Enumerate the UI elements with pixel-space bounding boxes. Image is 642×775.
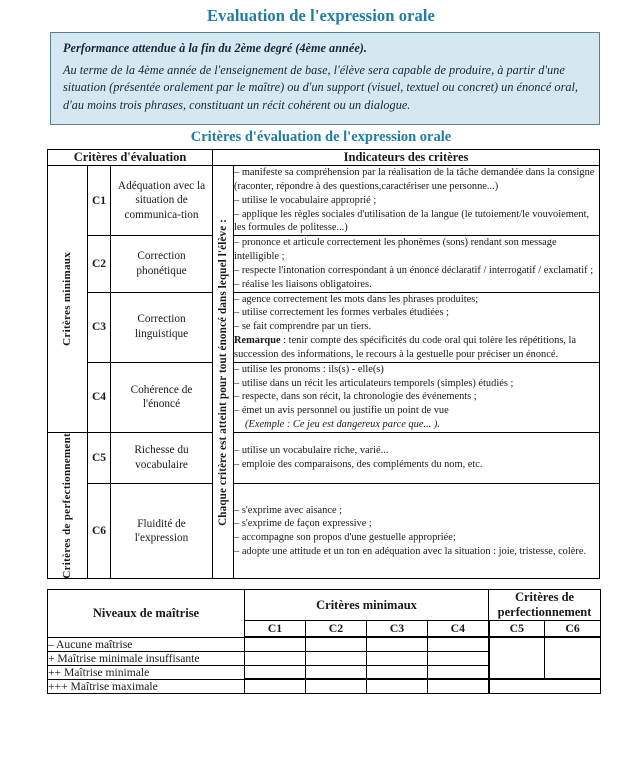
- indicator-item: – accompagne son propos d'une gestuelle appropriée;: [234, 532, 456, 544]
- level-label-minimale: ++ Maîtrise minimale: [48, 665, 245, 679]
- indicator-item: – manifeste sa compréhension par la réalisation de la tâche demandée dans la consigne (raconter, répondre à des questions,caractériser une personne...): [234, 167, 595, 192]
- criterion-name-c2: Correction phonétique: [111, 236, 213, 292]
- table-row: [48, 166, 600, 236]
- level-cell[interactable]: [306, 637, 367, 651]
- indicator-item: – respecte, dans son récit, la chronologie des événements ;: [234, 391, 477, 403]
- levels-group-minimaux: Critères minimaux: [245, 590, 489, 621]
- table-row: [48, 432, 600, 483]
- criterion-name-c5: Richesse du vocabulaire: [111, 432, 213, 483]
- indicator-item: – agence correctement les mots dans les phrases produites;: [234, 293, 479, 305]
- levels-code-c4: C4: [428, 621, 489, 638]
- level-cell[interactable]: [306, 651, 367, 665]
- criterion-name-c1: Adéquation avec la situation de communica-tion: [111, 166, 213, 236]
- indicator-item: – réalise les liaisons obligatoires.: [234, 278, 372, 290]
- header-criteres-evaluation: Critères d'évaluation: [48, 150, 213, 166]
- indicator-item: – respecte l'intonation correspondant à un énoncé déclaratif / interrogatif / exclamatif ;: [234, 264, 594, 276]
- levels-row-header: Niveaux de maîtrise: [48, 590, 245, 638]
- levels-code-c1: C1: [245, 621, 306, 638]
- level-cell[interactable]: [245, 679, 306, 693]
- indicator-item: – prononce et articule correctement les phonèmes (sons) rendant son message intelligible ;: [234, 237, 557, 263]
- level-cell[interactable]: [367, 651, 428, 665]
- group-label-minimaux: Critères minimaux: [61, 252, 74, 346]
- indicator-item: – utilise les pronoms : ils(s) - elle(s): [234, 363, 384, 375]
- indicator-item: – se fait comprendre par un tiers.: [234, 321, 372, 333]
- criterion-code-c3: C3: [88, 292, 111, 362]
- header-indicateurs: Indicateurs des critères: [213, 150, 600, 166]
- indicators-c3: [234, 292, 600, 362]
- levels-code-c2: C2: [306, 621, 367, 638]
- indicator-item: – utilise un vocabulaire riche, varié...: [234, 445, 389, 457]
- criterion-code-c6: C6: [88, 484, 111, 579]
- section-title: Critères d'évaluation de l'expression orale: [190, 129, 452, 146]
- table-row: [48, 292, 600, 362]
- level-label-aucune: – Aucune maîtrise: [48, 637, 245, 651]
- level-cell[interactable]: [428, 665, 489, 679]
- level-cell[interactable]: [428, 637, 489, 651]
- table-row: [48, 637, 601, 651]
- performance-body: Au terme de la 4ème année de l'enseignement de base, l'élève sera capable de produire, à partir d'une situation (présentée oralement par le maître) ou d'un support (visuel, textuel ou concret) un énoncé oral, d'au moins trois phrases, constituant un récit cohérent ou un dialogue.: [63, 62, 579, 113]
- level-label-maximale: +++ Maîtrise maximale: [48, 679, 245, 693]
- levels-code-c6: C6: [545, 621, 601, 638]
- levels-code-c5: C5: [489, 621, 545, 638]
- group-label-perfectionnement: Critères de perfectionnement: [61, 432, 74, 579]
- criteria-table: [47, 149, 600, 579]
- level-cell-perfectionnement-merged[interactable]: [489, 679, 601, 693]
- group-criteres-perfectionnement: [48, 432, 88, 579]
- vertical-condition-label: Chaque critère est atteint pour tout énoncé dans lequel l'élève :: [217, 218, 230, 526]
- indicator-item: – utilise le vocabulaire approprié ;: [234, 194, 377, 206]
- indicator-item: – utilise dans un récit les articulateurs temporels (simples) étudiés ;: [234, 377, 514, 389]
- indicators-c4: [234, 362, 600, 432]
- indicator-item: – s'exprime avec aisance ;: [234, 504, 343, 516]
- levels-table-wrapper: [47, 589, 600, 694]
- criteria-table-wrapper: [47, 149, 600, 579]
- criterion-name-c6: Fluidité de l'expression: [111, 484, 213, 579]
- indicator-example: (Exemple : Ce jeu est dangereux parce que... ).: [245, 418, 440, 430]
- page-title: Evaluation de l'expression orale: [207, 6, 435, 25]
- levels-header-row-1: [48, 590, 601, 621]
- level-cell[interactable]: [428, 679, 489, 693]
- indicators-c2: [234, 236, 600, 292]
- remark-label: Remarque: [234, 335, 281, 347]
- table-row: [48, 679, 601, 693]
- indicator-item: – s'exprime de façon expressive ;: [234, 518, 372, 530]
- indicators-c5: [234, 432, 600, 483]
- level-cell[interactable]: [306, 665, 367, 679]
- criterion-code-c5: C5: [88, 432, 111, 483]
- criterion-name-c4: Cohérence de l'énoncé: [111, 362, 213, 432]
- vertical-condition-cell: [213, 166, 234, 579]
- level-cell-c6-merged[interactable]: [545, 637, 601, 679]
- level-cell[interactable]: [245, 651, 306, 665]
- level-cell-c5-merged[interactable]: [489, 637, 545, 679]
- indicator-remark: [234, 334, 599, 362]
- criterion-code-c1: C1: [88, 166, 111, 236]
- level-cell[interactable]: [306, 679, 367, 693]
- criterion-name-c3: Correction linguistique: [111, 292, 213, 362]
- remark-text: : tenir compte des spécificités du code oral qui tolère les répétitions, la succession des informations, le recours à la gestuelle pour préciser un énoncé.: [234, 335, 577, 360]
- level-cell[interactable]: [428, 651, 489, 665]
- criterion-code-c4: C4: [88, 362, 111, 432]
- performance-heading: Performance attendue à la fin du 2ème degré (4ème année).: [63, 41, 367, 55]
- performance-expected-box: [50, 32, 600, 125]
- table-header-row: [48, 150, 600, 166]
- table-row: [48, 484, 600, 579]
- group-criteres-minimaux: [48, 166, 88, 433]
- levels-group-perfectionnement: Critères de perfectionnement: [489, 590, 601, 621]
- levels-code-c3: C3: [367, 621, 428, 638]
- level-cell[interactable]: [367, 679, 428, 693]
- level-cell[interactable]: [245, 637, 306, 651]
- indicator-item: – emploie des comparaisons, des compléments du nom, etc.: [234, 458, 483, 470]
- table-row: [48, 362, 600, 432]
- indicator-item: – utilise correctement les formes verbales étudiées ;: [234, 307, 449, 319]
- level-cell[interactable]: [367, 637, 428, 651]
- indicators-c6: [234, 484, 600, 579]
- table-row: [48, 236, 600, 292]
- indicator-item: – adopte une attitude et un ton en adéquation avec la situation : joie, tristesse, colère.: [234, 546, 587, 558]
- indicators-c1: [234, 166, 600, 236]
- criterion-code-c2: C2: [88, 236, 111, 292]
- levels-table: [47, 589, 601, 694]
- indicator-item: – émet un avis personnel ou justifie un point de vue: [234, 405, 449, 417]
- level-cell[interactable]: [245, 665, 306, 679]
- indicator-item: – applique les règles sociales d'utilisation de la langue (le tutoiement/le vouvoiement, les formules de politesse...): [234, 208, 590, 234]
- level-cell[interactable]: [367, 665, 428, 679]
- level-label-minimale-insuffisante: + Maîtrise minimale insuffisante: [48, 651, 245, 665]
